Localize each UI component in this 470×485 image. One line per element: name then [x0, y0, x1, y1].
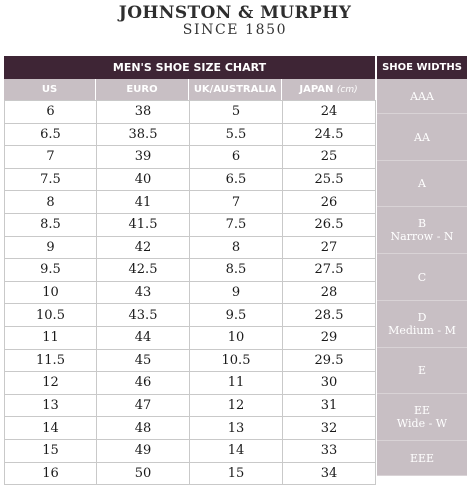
brand-logo — [0, 0, 470, 52]
size-cell-us: 11.5 — [5, 349, 97, 372]
size-cell-us: 7.5 — [5, 168, 97, 191]
size-cell-uk: 13 — [190, 417, 283, 440]
size-cell-euro: 48 — [97, 417, 190, 440]
table-row — [5, 281, 376, 304]
size-cell-us: 6 — [5, 101, 97, 124]
width-code: AA — [414, 130, 430, 144]
size-cell-japan: 27.5 — [283, 259, 376, 282]
table-row — [5, 439, 376, 462]
brand-name: JOHNSTON & MURPHY — [118, 3, 352, 23]
width-cell — [377, 301, 467, 348]
table-row — [5, 326, 376, 349]
table-row — [5, 191, 376, 214]
table-row — [5, 394, 376, 417]
size-cell-us: 9 — [5, 236, 97, 259]
size-cell-us: 9.5 — [5, 259, 97, 282]
width-label: Medium - M — [388, 324, 456, 337]
column-header-japan-label: JAPAN — [299, 84, 334, 95]
width-cell — [377, 114, 467, 161]
size-cell-uk: 8.5 — [190, 259, 283, 282]
size-cell-japan: 30 — [283, 372, 376, 395]
table-row — [5, 349, 376, 372]
size-cell-japan: 28 — [283, 281, 376, 304]
size-cell-japan: 24.5 — [283, 123, 376, 146]
width-code: EEE — [409, 451, 435, 465]
size-cell-us: 8 — [5, 191, 97, 214]
size-cell-us: 7 — [5, 146, 97, 169]
column-header-uk: UK/AUSTRALIA — [189, 79, 282, 100]
size-cell-us: 13 — [5, 394, 97, 417]
width-cell — [377, 394, 467, 441]
table-row — [5, 372, 376, 395]
size-cell-uk: 11 — [190, 372, 283, 395]
size-cell-euro: 39 — [97, 146, 190, 169]
width-code: C — [417, 270, 427, 284]
size-cell-us: 10.5 — [5, 304, 97, 327]
size-cell-uk: 6.5 — [190, 168, 283, 191]
table-row — [5, 417, 376, 440]
size-cell-us: 6.5 — [5, 123, 97, 146]
size-table-body — [5, 101, 376, 485]
size-cell-japan: 26 — [283, 191, 376, 214]
width-label: Wide - W — [396, 417, 448, 430]
width-code: B — [417, 217, 427, 230]
size-cell-uk: 14 — [190, 439, 283, 462]
size-cell-uk: 12 — [190, 394, 283, 417]
width-label: Narrow - N — [390, 230, 454, 243]
size-cell-euro: 42 — [97, 236, 190, 259]
widths-title: SHOE WIDTHS — [377, 56, 467, 79]
column-header-us: US — [4, 79, 96, 100]
size-cell-japan: 25 — [283, 146, 376, 169]
brand-since: SINCE 1850 — [182, 22, 288, 38]
size-cell-japan: 32 — [283, 417, 376, 440]
size-cell-us: 15 — [5, 439, 97, 462]
size-cell-euro: 44 — [97, 326, 190, 349]
size-cell-uk: 9.5 — [190, 304, 283, 327]
size-cell-uk: 5 — [190, 101, 283, 124]
width-cell — [377, 161, 467, 207]
size-cell-euro: 50 — [97, 462, 190, 485]
size-cell-us: 12 — [5, 372, 97, 395]
size-cell-euro: 38 — [97, 101, 190, 124]
size-cell-uk: 15 — [190, 462, 283, 485]
width-code: AAA — [410, 89, 434, 103]
width-cell — [377, 79, 467, 114]
size-cell-japan: 28.5 — [283, 304, 376, 327]
size-cell-japan: 27 — [283, 236, 376, 259]
column-header-euro: EURO — [96, 79, 189, 100]
size-cell-japan: 26.5 — [283, 213, 376, 236]
size-cell-japan: 25.5 — [283, 168, 376, 191]
width-code: E — [417, 364, 427, 377]
width-cell — [377, 207, 467, 254]
size-cell-euro: 45 — [97, 349, 190, 372]
size-cell-euro: 41 — [97, 191, 190, 214]
table-row — [5, 462, 376, 485]
size-cell-euro: 43 — [97, 281, 190, 304]
size-cell-uk: 8 — [190, 236, 283, 259]
table-row — [5, 236, 376, 259]
size-cell-euro: 47 — [97, 394, 190, 417]
size-cell-uk: 7.5 — [190, 213, 283, 236]
table-row — [5, 304, 376, 327]
table-row — [5, 146, 376, 169]
table-row — [5, 259, 376, 282]
size-cell-euro: 46 — [97, 372, 190, 395]
size-cell-euro: 38.5 — [97, 123, 190, 146]
size-cell-euro: 43.5 — [97, 304, 190, 327]
size-cell-japan: 24 — [283, 101, 376, 124]
size-cell-euro: 49 — [97, 439, 190, 462]
size-cell-euro: 41.5 — [97, 213, 190, 236]
size-cell-japan: 29.5 — [283, 349, 376, 372]
table-row — [5, 213, 376, 236]
chart-title: MEN'S SHOE SIZE CHART — [4, 56, 375, 79]
table-row — [5, 168, 376, 191]
size-cell-uk: 9 — [190, 281, 283, 304]
size-cell-uk: 5.5 — [190, 123, 283, 146]
size-table — [4, 100, 376, 485]
size-cell-us: 8.5 — [5, 213, 97, 236]
width-code: EE — [413, 404, 431, 417]
column-header-japan — [282, 79, 375, 100]
size-cell-japan: 29 — [283, 326, 376, 349]
size-cell-japan: 33 — [283, 439, 376, 462]
size-chart — [4, 56, 467, 481]
table-row — [5, 101, 376, 124]
width-cell — [377, 441, 467, 476]
size-cell-us: 16 — [5, 462, 97, 485]
size-cell-us: 11 — [5, 326, 97, 349]
size-cell-uk: 10 — [190, 326, 283, 349]
size-cell-us: 14 — [5, 417, 97, 440]
size-cell-us: 10 — [5, 281, 97, 304]
size-cell-euro: 40 — [97, 168, 190, 191]
column-header-japan-unit: (cm) — [336, 85, 358, 95]
size-cell-euro: 42.5 — [97, 259, 190, 282]
widths-column — [377, 79, 467, 476]
size-cell-japan: 31 — [283, 394, 376, 417]
size-cell-uk: 7 — [190, 191, 283, 214]
size-cell-uk: 10.5 — [190, 349, 283, 372]
width-cell — [377, 254, 467, 301]
size-cell-uk: 6 — [190, 146, 283, 169]
size-cell-japan: 34 — [283, 462, 376, 485]
width-code: A — [418, 177, 426, 190]
width-code: D — [417, 311, 427, 324]
width-cell — [377, 348, 467, 394]
table-row — [5, 123, 376, 146]
